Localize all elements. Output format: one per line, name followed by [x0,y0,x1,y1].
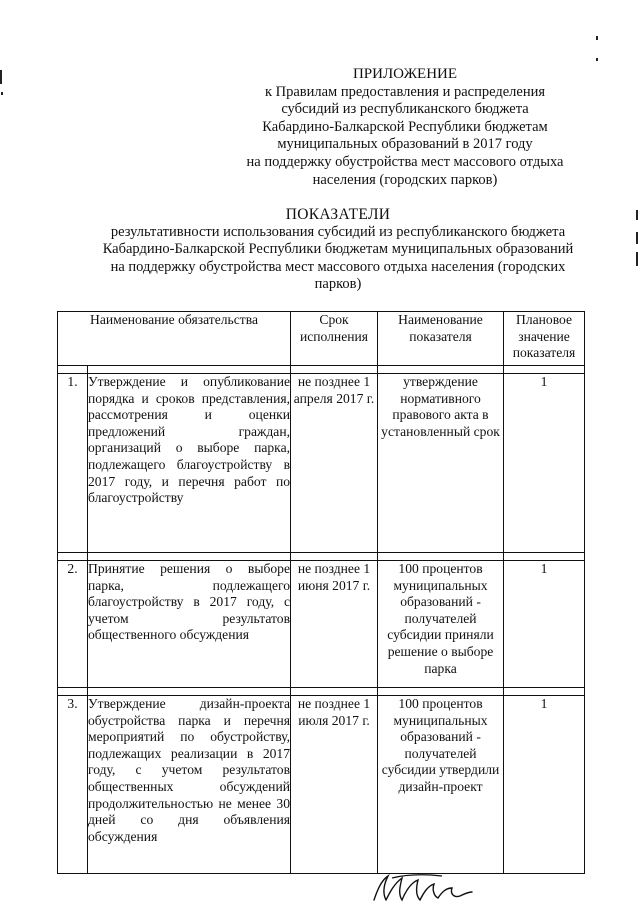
scan-edge-mark-right-2 [636,232,638,244]
indicators-line: парков) [314,276,362,293]
scan-edge-mark-right-top [596,36,598,40]
row-indicator: утверждение нормативного правового акта в установленный срок [378,374,504,553]
appendix-line: субсидий из республиканского бюджета [281,101,529,118]
row-obligation: Утверждение и опубликование порядка и сроков представления, рассмотрения и оценки предложений граждан, организаций о выборе парка, подлежащего благоустройству в 2017 году, и перечня работ по благоустройству [88,374,291,553]
row-number: 3. [58,696,88,874]
appendix-line: населения (городских парков) [312,171,498,188]
table-header-row [58,312,585,366]
row-obligation: Утверждение дизайн-проекта обустройства парка и перечня мероприятий по обустройству, подлежащих реализации в 2017 году, с учетом результатов общественных обсуждений продолжительностью не менее 30 дней со дня объявления обсуждения [88,696,291,874]
scan-edge-mark-left [1,92,3,95]
row-value: 1 [504,374,585,553]
indicators-table [57,311,585,874]
row-number: 1. [58,374,88,553]
row-value: 1 [504,561,585,688]
row-term: не позднее 1 июня 2017 г. [291,561,378,688]
appendix-line: на поддержку обустройства мест массового отдыха [246,153,564,170]
indicators-line: Кабардино-Балкарской Республики бюджетам муниципальных образований [102,241,574,258]
header-obligation: Наименование обязательства [58,312,291,366]
row-term: не позднее 1 апреля 2017 г. [291,374,378,553]
scan-edge-mark-right-1 [636,210,638,220]
signature-icon [368,870,478,905]
appendix-title: ПРИЛОЖЕНИЕ [352,66,458,82]
table-spacer-row [58,366,585,374]
indicators-line: результативности использования субсидий из республиканского бюджета [110,223,566,240]
row-number: 2. [58,561,88,688]
table-row [58,374,585,553]
header-term: Срок исполнения [291,312,378,366]
row-indicator: 100 процентов муниципальных образований - получателей субсидии утвердили дизайн-проект [378,696,504,874]
scan-edge-mark-right-3 [636,252,638,266]
appendix-header [225,66,585,189]
table-spacer-row [58,688,585,696]
scan-edge-mark-left-top [0,70,2,84]
indicators-header [88,206,588,294]
indicators-line: на поддержку обустройства мест массового отдыха населения (городских [110,258,566,275]
row-value: 1 [504,696,585,874]
row-term: не позднее 1 июля 2017 г. [291,696,378,874]
table-row [58,561,585,688]
appendix-line: муниципальных образований в 2017 году [277,136,533,153]
indicators-title: ПОКАЗАТЕЛИ [285,206,391,223]
header-value: Плановое значение показателя [504,312,585,366]
table-spacer-row [58,553,585,561]
appendix-line: к Правилам предоставления и распределения [264,83,546,100]
table-row [58,696,585,874]
scan-edge-mark-right-top-2 [596,58,598,61]
row-indicator: 100 процентов муниципальных образований - получателей субсидии приняли решение о выборе парка [378,561,504,688]
header-indicator: Наименование показателя [378,312,504,366]
appendix-line: Кабардино-Балкарской Республики бюджетам [262,118,548,135]
row-obligation: Принятие решения о выборе парка, подлежащего благоустройству в 2017 году, с учетом результатов общественного обсуждения [88,561,291,688]
